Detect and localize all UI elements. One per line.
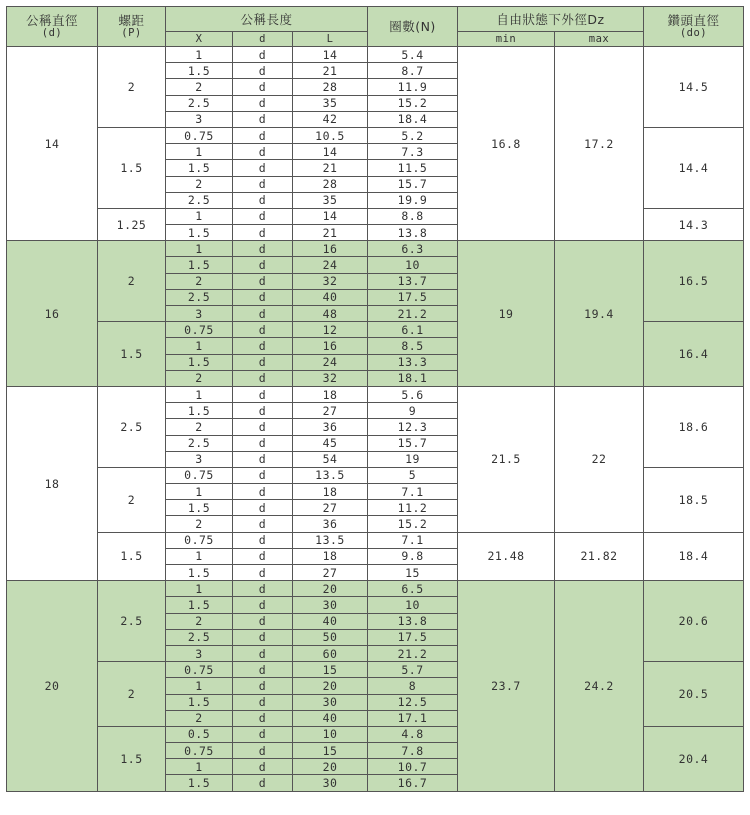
length-l-cell: 14 — [293, 208, 368, 224]
coils-cell: 15.7 — [368, 435, 458, 451]
length-x-cell: 2.5 — [166, 192, 233, 208]
length-d-cell: d — [233, 565, 293, 581]
coils-cell: 16.7 — [368, 775, 458, 791]
coils-cell: 18.4 — [368, 111, 458, 127]
length-l-cell: 54 — [293, 451, 368, 467]
drill-diameter-cell: 14.4 — [644, 127, 744, 208]
length-d-cell: d — [233, 47, 293, 63]
length-l-cell: 42 — [293, 111, 368, 127]
length-l-cell: 40 — [293, 289, 368, 305]
length-l-cell: 21 — [293, 160, 368, 176]
drill-diameter-cell: 20.4 — [644, 726, 744, 791]
length-d-cell: d — [233, 225, 293, 241]
length-x-cell: 0.75 — [166, 532, 233, 548]
length-x-cell: 1 — [166, 759, 233, 775]
length-x-cell: 1.5 — [166, 565, 233, 581]
length-x-cell: 1.5 — [166, 160, 233, 176]
table-body — [7, 47, 744, 792]
drill-diameter-cell: 18.4 — [644, 532, 744, 581]
length-l-cell: 40 — [293, 613, 368, 629]
length-d-cell: d — [233, 467, 293, 483]
pitch-cell: 2 — [98, 241, 166, 322]
drill-diameter-cell: 20.6 — [644, 581, 744, 662]
header-free-outer-diameter: 自由狀態下外徑Dz — [458, 7, 644, 32]
length-x-cell: 1.5 — [166, 775, 233, 791]
drill-diameter-cell: 14.3 — [644, 208, 744, 240]
length-l-cell: 13.5 — [293, 467, 368, 483]
header-length-x: X — [166, 32, 233, 47]
coils-cell: 5 — [368, 467, 458, 483]
length-d-cell: d — [233, 678, 293, 694]
coils-cell: 12.3 — [368, 419, 458, 435]
length-x-cell: 0.75 — [166, 127, 233, 143]
length-d-cell: d — [233, 419, 293, 435]
length-d-cell: d — [233, 743, 293, 759]
length-d-cell: d — [233, 775, 293, 791]
length-d-cell: d — [233, 500, 293, 516]
dz-min-cell: 23.7 — [458, 581, 555, 791]
dz-max-cell: 24.2 — [555, 581, 644, 791]
length-l-cell: 24 — [293, 257, 368, 273]
table-row — [7, 532, 744, 548]
coils-cell: 8.7 — [368, 63, 458, 79]
length-x-cell: 0.75 — [166, 322, 233, 338]
length-d-cell: d — [233, 662, 293, 678]
pitch-cell: 2.5 — [98, 581, 166, 662]
length-x-cell: 1.5 — [166, 225, 233, 241]
length-d-cell: d — [233, 710, 293, 726]
table-row — [7, 581, 744, 597]
length-x-cell: 1.5 — [166, 694, 233, 710]
table-row — [7, 241, 744, 257]
coils-cell: 7.1 — [368, 532, 458, 548]
length-d-cell: d — [233, 726, 293, 742]
coils-cell: 8.5 — [368, 338, 458, 354]
length-x-cell: 1.5 — [166, 63, 233, 79]
length-x-cell: 1.5 — [166, 257, 233, 273]
dz-min-cell: 21.5 — [458, 386, 555, 532]
length-x-cell: 1 — [166, 581, 233, 597]
header-length-d: d — [233, 32, 293, 47]
length-d-cell: d — [233, 338, 293, 354]
length-d-cell: d — [233, 160, 293, 176]
header-nominal-length: 公稱長度 — [166, 7, 368, 32]
length-x-cell: 2.5 — [166, 629, 233, 645]
length-d-cell: d — [233, 306, 293, 322]
coils-cell: 5.2 — [368, 127, 458, 143]
length-d-cell: d — [233, 694, 293, 710]
length-l-cell: 28 — [293, 79, 368, 95]
pitch-cell: 1.5 — [98, 726, 166, 791]
length-x-cell: 3 — [166, 111, 233, 127]
length-l-cell: 14 — [293, 144, 368, 160]
drill-diameter-cell: 14.5 — [644, 47, 744, 128]
length-l-cell: 40 — [293, 710, 368, 726]
coils-cell: 18.1 — [368, 370, 458, 386]
length-x-cell: 1 — [166, 548, 233, 564]
length-d-cell: d — [233, 95, 293, 111]
coils-cell: 11.9 — [368, 79, 458, 95]
length-l-cell: 15 — [293, 743, 368, 759]
length-x-cell: 1 — [166, 144, 233, 160]
coils-cell: 15.7 — [368, 176, 458, 192]
length-d-cell: d — [233, 192, 293, 208]
length-x-cell: 3 — [166, 451, 233, 467]
coils-cell: 21.2 — [368, 645, 458, 661]
pitch-cell: 1.5 — [98, 532, 166, 581]
coils-cell: 17.5 — [368, 289, 458, 305]
length-d-cell: d — [233, 759, 293, 775]
drill-diameter-cell: 16.4 — [644, 322, 744, 387]
length-x-cell: 0.75 — [166, 662, 233, 678]
length-x-cell: 1.5 — [166, 354, 233, 370]
length-x-cell: 0.75 — [166, 467, 233, 483]
length-d-cell: d — [233, 516, 293, 532]
length-l-cell: 24 — [293, 354, 368, 370]
length-d-cell: d — [233, 581, 293, 597]
length-x-cell: 2 — [166, 419, 233, 435]
length-l-cell: 20 — [293, 581, 368, 597]
length-l-cell: 60 — [293, 645, 368, 661]
length-x-cell: 2 — [166, 370, 233, 386]
length-l-cell: 18 — [293, 484, 368, 500]
header-dz-min: min — [458, 32, 555, 47]
length-l-cell: 10.5 — [293, 127, 368, 143]
length-x-cell: 2.5 — [166, 289, 233, 305]
coils-cell: 21.2 — [368, 306, 458, 322]
pitch-cell: 2.5 — [98, 386, 166, 467]
coils-cell: 7.8 — [368, 743, 458, 759]
length-x-cell: 0.75 — [166, 743, 233, 759]
length-d-cell: d — [233, 532, 293, 548]
coils-cell: 6.1 — [368, 322, 458, 338]
nominal-diameter-cell: 20 — [7, 581, 98, 791]
dz-max-cell: 21.82 — [555, 532, 644, 581]
pitch-cell: 2 — [98, 467, 166, 532]
length-d-cell: d — [233, 63, 293, 79]
length-l-cell: 20 — [293, 678, 368, 694]
length-l-cell: 30 — [293, 694, 368, 710]
coils-cell: 8 — [368, 678, 458, 694]
coils-cell: 13.8 — [368, 225, 458, 241]
drill-diameter-cell: 18.5 — [644, 467, 744, 532]
header-coils: 圈數(N) — [368, 7, 458, 47]
length-d-cell: d — [233, 613, 293, 629]
length-d-cell: d — [233, 241, 293, 257]
length-x-cell: 1 — [166, 484, 233, 500]
length-l-cell: 30 — [293, 775, 368, 791]
length-d-cell: d — [233, 79, 293, 95]
length-l-cell: 10 — [293, 726, 368, 742]
pitch-cell: 2 — [98, 662, 166, 727]
length-x-cell: 1 — [166, 338, 233, 354]
length-l-cell: 35 — [293, 192, 368, 208]
coils-cell: 13.8 — [368, 613, 458, 629]
length-d-cell: d — [233, 548, 293, 564]
coils-cell: 11.5 — [368, 160, 458, 176]
length-x-cell: 1.5 — [166, 403, 233, 419]
dz-max-cell: 17.2 — [555, 47, 644, 241]
length-d-cell: d — [233, 403, 293, 419]
nominal-diameter-cell: 18 — [7, 386, 98, 580]
length-l-cell: 15 — [293, 662, 368, 678]
length-x-cell: 2 — [166, 273, 233, 289]
length-x-cell: 1.5 — [166, 500, 233, 516]
coils-cell: 10 — [368, 597, 458, 613]
length-d-cell: d — [233, 127, 293, 143]
length-l-cell: 48 — [293, 306, 368, 322]
length-l-cell: 13.5 — [293, 532, 368, 548]
length-l-cell: 21 — [293, 225, 368, 241]
length-x-cell: 2 — [166, 79, 233, 95]
coils-cell: 6.5 — [368, 581, 458, 597]
length-x-cell: 2 — [166, 613, 233, 629]
pitch-cell: 2 — [98, 47, 166, 128]
length-d-cell: d — [233, 597, 293, 613]
coils-cell: 15.2 — [368, 95, 458, 111]
length-l-cell: 32 — [293, 370, 368, 386]
coils-cell: 4.8 — [368, 726, 458, 742]
length-x-cell: 1.5 — [166, 597, 233, 613]
length-x-cell: 2.5 — [166, 95, 233, 111]
coils-cell: 17.5 — [368, 629, 458, 645]
drill-diameter-cell: 16.5 — [644, 241, 744, 322]
coils-cell: 19.9 — [368, 192, 458, 208]
length-l-cell: 27 — [293, 500, 368, 516]
coils-cell: 15 — [368, 565, 458, 581]
length-x-cell: 3 — [166, 645, 233, 661]
pitch-cell: 1.5 — [98, 322, 166, 387]
header-length-l: L — [293, 32, 368, 47]
pitch-cell: 1.5 — [98, 127, 166, 208]
length-d-cell: d — [233, 289, 293, 305]
pitch-cell: 1.25 — [98, 208, 166, 240]
coils-cell: 7.3 — [368, 144, 458, 160]
length-d-cell: d — [233, 645, 293, 661]
coils-cell: 5.6 — [368, 386, 458, 402]
dz-min-cell: 19 — [458, 241, 555, 387]
coils-cell: 10.7 — [368, 759, 458, 775]
header-nominal-diameter: 公稱直徑 (d) — [7, 7, 98, 47]
length-x-cell: 2.5 — [166, 435, 233, 451]
length-x-cell: 1 — [166, 208, 233, 224]
length-d-cell: d — [233, 629, 293, 645]
length-l-cell: 18 — [293, 548, 368, 564]
length-l-cell: 16 — [293, 338, 368, 354]
length-d-cell: d — [233, 273, 293, 289]
length-d-cell: d — [233, 322, 293, 338]
coils-cell: 10 — [368, 257, 458, 273]
length-l-cell: 14 — [293, 47, 368, 63]
table-row — [7, 386, 744, 402]
dz-min-cell: 16.8 — [458, 47, 555, 241]
length-d-cell: d — [233, 144, 293, 160]
length-d-cell: d — [233, 176, 293, 192]
length-l-cell: 12 — [293, 322, 368, 338]
length-d-cell: d — [233, 386, 293, 402]
length-l-cell: 36 — [293, 419, 368, 435]
length-l-cell: 16 — [293, 241, 368, 257]
coils-cell: 6.3 — [368, 241, 458, 257]
header-drill-diameter: 鑽頭直徑 (do) — [644, 7, 744, 47]
coils-cell: 7.1 — [368, 484, 458, 500]
length-l-cell: 27 — [293, 565, 368, 581]
length-l-cell: 32 — [293, 273, 368, 289]
coils-cell: 9.8 — [368, 548, 458, 564]
length-d-cell: d — [233, 257, 293, 273]
length-x-cell: 1 — [166, 678, 233, 694]
length-d-cell: d — [233, 111, 293, 127]
length-d-cell: d — [233, 370, 293, 386]
length-x-cell: 2 — [166, 516, 233, 532]
length-d-cell: d — [233, 451, 293, 467]
dz-max-cell: 19.4 — [555, 241, 644, 387]
table-row — [7, 47, 744, 63]
header-pitch: 螺距 (P) — [98, 7, 166, 47]
coils-cell: 9 — [368, 403, 458, 419]
length-d-cell: d — [233, 208, 293, 224]
length-x-cell: 1 — [166, 241, 233, 257]
dz-min-cell: 21.48 — [458, 532, 555, 581]
coils-cell: 5.7 — [368, 662, 458, 678]
length-x-cell: 3 — [166, 306, 233, 322]
coils-cell: 15.2 — [368, 516, 458, 532]
length-x-cell: 1 — [166, 386, 233, 402]
dz-max-cell: 22 — [555, 386, 644, 532]
length-l-cell: 45 — [293, 435, 368, 451]
coils-cell: 12.5 — [368, 694, 458, 710]
length-x-cell: 2 — [166, 710, 233, 726]
length-l-cell: 27 — [293, 403, 368, 419]
spec-table — [6, 6, 744, 792]
length-l-cell: 30 — [293, 597, 368, 613]
coils-cell: 19 — [368, 451, 458, 467]
length-l-cell: 21 — [293, 63, 368, 79]
header-dz-max: max — [555, 32, 644, 47]
drill-diameter-cell: 18.6 — [644, 386, 744, 467]
drill-diameter-cell: 20.5 — [644, 662, 744, 727]
length-l-cell: 18 — [293, 386, 368, 402]
length-l-cell: 20 — [293, 759, 368, 775]
coils-cell: 17.1 — [368, 710, 458, 726]
coils-cell: 8.8 — [368, 208, 458, 224]
length-d-cell: d — [233, 484, 293, 500]
coils-cell: 11.2 — [368, 500, 458, 516]
length-x-cell: 2 — [166, 176, 233, 192]
length-x-cell: 1 — [166, 47, 233, 63]
coils-cell: 13.3 — [368, 354, 458, 370]
length-l-cell: 50 — [293, 629, 368, 645]
length-d-cell: d — [233, 354, 293, 370]
length-x-cell: 0.5 — [166, 726, 233, 742]
length-l-cell: 36 — [293, 516, 368, 532]
length-d-cell: d — [233, 435, 293, 451]
length-l-cell: 28 — [293, 176, 368, 192]
length-l-cell: 35 — [293, 95, 368, 111]
coils-cell: 5.4 — [368, 47, 458, 63]
nominal-diameter-cell: 14 — [7, 47, 98, 241]
coils-cell: 13.7 — [368, 273, 458, 289]
nominal-diameter-cell: 16 — [7, 241, 98, 387]
